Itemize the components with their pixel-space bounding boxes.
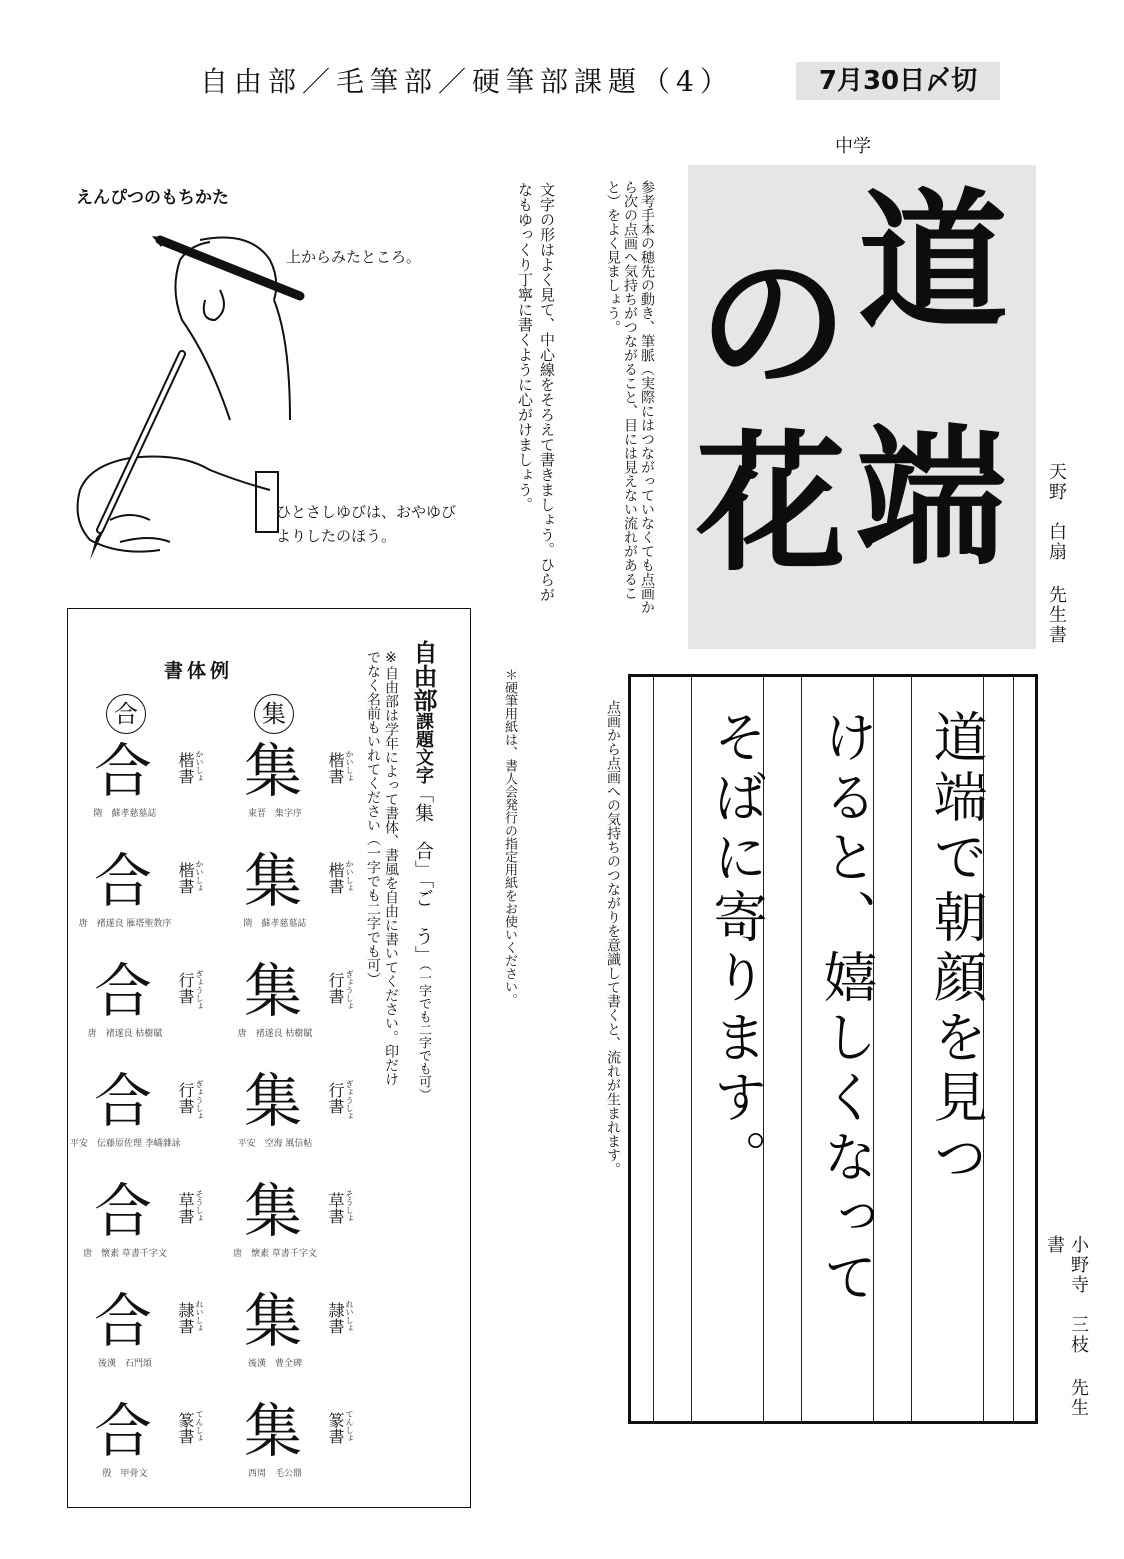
sample-source-shu-1: 東晋 集字序	[247, 809, 302, 819]
sample-char-shu-7: 集	[244, 1397, 303, 1465]
pen-model-line-1: 道端で朝顔を見つ	[925, 709, 988, 1189]
sample-char-go-3: 合	[94, 957, 153, 1025]
pencil-side-caption-line1: ひとさしゆびは、おやゆび	[276, 503, 457, 521]
sample-style-shu-6: 隷書	[326, 1302, 345, 1334]
brush-char-1: 道	[858, 174, 1009, 350]
sample-char-shu-1: 集	[244, 737, 303, 805]
sample-char-go-6: 合	[94, 1287, 153, 1355]
paper-note: ＊硬筆用紙は、書人会発行の指定用紙をお使いください。	[502, 668, 517, 1006]
sample-char-go-4: 合	[94, 1067, 153, 1135]
sample-char-shu-3: 集	[244, 957, 303, 1025]
sample-furigana-shu-3: ぎょうしょ	[345, 970, 354, 1010]
sample-style-go-3: 行書	[176, 972, 195, 1004]
pencil-top-caption: 上からみたところ。	[286, 248, 422, 266]
pencil-top-icon	[160, 240, 300, 296]
sample-char-go-2: 合	[94, 847, 153, 915]
brush-model-panel	[688, 165, 1036, 649]
sample-char-go-7: 合	[94, 1397, 153, 1465]
sample-style-go-2: 楷書	[176, 862, 195, 894]
brush-char-3: の	[698, 236, 849, 412]
sample-furigana-shu-6: れいしょ	[345, 1300, 354, 1332]
pencil-writing-note: 文字の形はよく見て、中心線をそろえて書きましょう。ひらがなもゆっくり丁寧に書くように心がけましょう。	[516, 182, 556, 602]
brush-char-4: 花	[696, 416, 847, 592]
sample-source-go-3: 唐 褚遂良 枯樹賦	[87, 1029, 163, 1039]
sample-furigana-shu-5: そうしょ	[345, 1190, 354, 1222]
sample-furigana-go-7: てんしょ	[195, 1410, 204, 1442]
sample-furigana-go-4: ぎょうしょ	[195, 1080, 204, 1120]
free-division-title-sub: 課題文字	[413, 712, 434, 784]
sample-style-shu-4: 行書	[326, 1082, 345, 1114]
sample-style-shu-3: 行書	[326, 972, 345, 1004]
sample-furigana-shu-2: かいしょ	[345, 860, 354, 892]
sample-style-shu-2: 楷書	[326, 862, 345, 894]
sample-char-go-1: 合	[94, 737, 153, 805]
sample-char-shu-5: 集	[244, 1177, 303, 1245]
sample-source-shu-3: 唐 褚遂良 枯樹賦	[237, 1029, 313, 1039]
sample-source-go-7: 殷 甲骨文	[102, 1469, 148, 1479]
sample-style-go-6: 隷書	[176, 1302, 195, 1334]
sample-furigana-go-5: そうしょ	[195, 1190, 204, 1222]
assignment-allowance: （一字でも二字でも可）	[416, 964, 431, 1101]
page-title: 自由部／毛筆部／硬筆部課題（4）	[200, 65, 734, 98]
pen-model-sheet	[628, 674, 1038, 1424]
sample-source-go-4: 平安 伝藤原佐理 李嶠雜詠	[70, 1139, 181, 1149]
free-division-note: ※自由部は学年によって書体、書風を自由に書いてください。印だけでなく名前もいれてください（一字でも二字でも可）	[365, 650, 399, 1086]
sample-source-go-5: 唐 懐素 草書千字文	[83, 1249, 167, 1259]
brush-char-2: 端	[856, 410, 1007, 586]
sample-char-shu-6: 集	[244, 1287, 303, 1355]
deadline-badge: 7月30日〆切	[796, 62, 1000, 100]
style-sample-heading: 書体例	[164, 660, 234, 682]
sample-furigana-go-3: ぎょうしょ	[195, 970, 204, 1010]
sample-source-shu-2: 隋 蘇孝慈墓誌	[243, 919, 307, 929]
free-division-title	[410, 640, 436, 1160]
sample-furigana-shu-4: ぎょうしょ	[345, 1080, 354, 1120]
sample-source-go-2: 唐 褚遂良 雁塔聖教序	[78, 919, 172, 929]
free-division-title-bold: 自由部	[409, 640, 437, 712]
sample-char-shu-4: 集	[244, 1067, 303, 1135]
sample-char-shu-2: 集	[244, 847, 303, 915]
pencil-grip-heading: えんぴつのもちかた	[76, 188, 229, 208]
sample-style-go-5: 草書	[176, 1192, 195, 1224]
hand-side-view-icon	[78, 457, 278, 552]
sample-source-shu-6: 後漢 曹全碑	[247, 1359, 302, 1369]
pen-model-line-3: そばに寄ります。	[705, 709, 768, 1189]
pencil-side-caption-line2: よりしたのほう。	[276, 527, 397, 545]
sample-furigana-go-2: かいしょ	[195, 860, 204, 892]
sample-source-shu-7: 西周 毛公鼎	[247, 1469, 302, 1479]
pen-teacher-credit: 小野寺 三枝 先生書	[1044, 1235, 1089, 1418]
pen-model-line-2: けると、嬉しくなって	[815, 709, 878, 1309]
brush-teacher-credit: 天野 白扇 先生書	[1046, 462, 1067, 645]
reference-model-note: 参考手本の穂先の動き、筆脈（実際にはつながっていなくても点画から次の点画へ気持ちがつながること、目には見えない流れがあること）をよく見ましょう。	[605, 180, 655, 614]
pen-flow-note: 点画から点画への気持ちのつながりを意識して書くと、流れが生まれます。	[605, 700, 621, 1176]
sample-style-shu-7: 篆書	[326, 1412, 345, 1444]
sample-furigana-go-1: かいしょ	[195, 750, 204, 782]
pencil-side-caption	[276, 500, 456, 548]
circle-char-go: 合	[106, 694, 146, 734]
assignment-chars: 「集 合」「ご う」	[412, 784, 434, 965]
sample-furigana-go-6: れいしょ	[195, 1300, 204, 1332]
middle-school-label: 中学	[835, 136, 871, 157]
sample-style-shu-5: 草書	[326, 1192, 345, 1224]
sample-char-go-5: 合	[94, 1177, 153, 1245]
sample-source-go-6: 後漢 石門頌	[97, 1359, 152, 1369]
sample-style-go-7: 篆書	[176, 1412, 195, 1444]
sample-furigana-shu-1: かいしょ	[345, 750, 354, 782]
sample-source-shu-5: 唐 懐素 草書千字文	[233, 1249, 317, 1259]
sample-style-go-1: 楷書	[176, 752, 195, 784]
sample-style-shu-1: 楷書	[326, 752, 345, 784]
sample-style-go-4: 行書	[176, 1082, 195, 1114]
sample-source-shu-4: 平安 空海 風信帖	[237, 1139, 313, 1149]
sample-furigana-shu-7: てんしょ	[345, 1410, 354, 1442]
sample-source-go-1: 隋 蘇孝慈墓誌	[93, 809, 157, 819]
circle-char-shu: 集	[254, 694, 294, 734]
